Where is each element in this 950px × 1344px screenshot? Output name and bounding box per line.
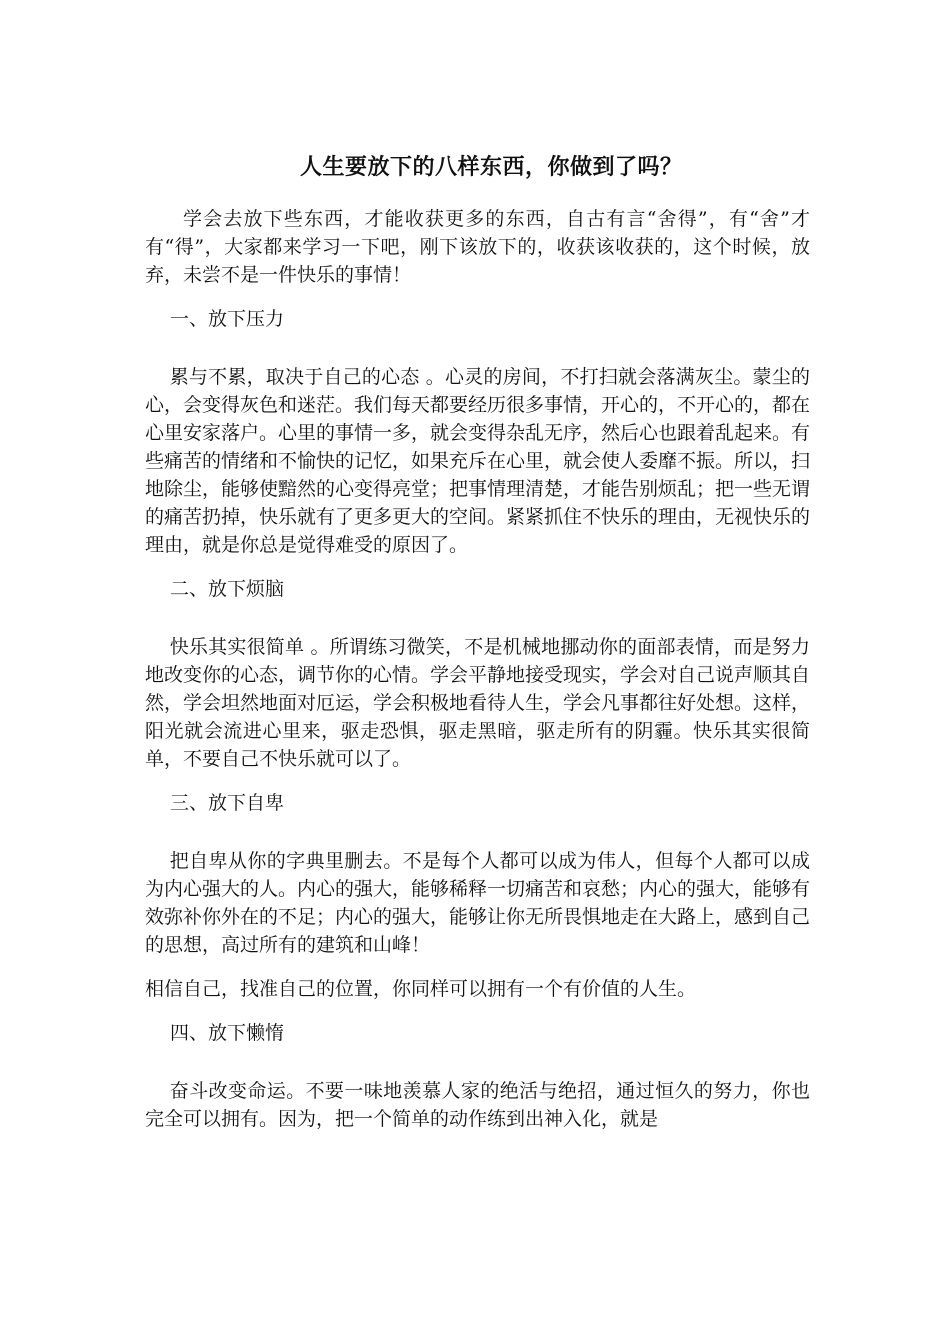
section-3-paragraph-1: 把自卑从你的字典里删去。不是每个人都可以成为伟人，但每个人都可以成为内心强大的人。内心的强大，能够稀释一切痛苦和哀愁；内心的强大，能够有效弥补你外在的不足；内心的强大，能够让你无所畏惧地走在大路上，感到自己的思想，高过所有的建筑和山峰！ <box>145 850 811 956</box>
section-heading-4: 四、放下懒惰 <box>170 1022 285 1044</box>
document-body <box>145 205 810 1149</box>
section-1-paragraph-1: 累与不累，取决于自己的心态 。心灵的房间，不打扫就会落满灰尘。蒙尘的心，会变得灰色和迷茫。我们每天都要经历很多事情，开心的，不开心的，都在心里安家落户。心里的事情一多，就会变得杂乱无序，然后心也跟着乱起来。有些痛苦的情绪和不愉快的记忆，如果充斥在心里，就会使人委靡不振。所以，扫地除尘，能够使黯然的心变得亮堂；把事情理清楚，才能告别烦乱；把一些无谓的痛苦扔掉，快乐就有了更多更大的空间。紧紧抓住不快乐的理由，无视快乐的理由，就是你总是觉得难受的原因了。 <box>145 366 811 556</box>
section-3-paragraph-2: 相信自己，找准自己的位置，你同样可以拥有一个有价值的人生。 <box>145 978 697 1000</box>
section-4-paragraph-1: 奋斗改变命运。不要一味地羡慕人家的绝活与绝招，通过恒久的努力，你也完全可以拥有。因为，把一个简单的动作练到出神入化，就是 <box>145 1080 810 1130</box>
section-2-paragraph-1: 快乐其实很简单 。所谓练习微笑，不是机械地挪动你的面部表情，而是努力地改变你的心态，调节你的心情。学会平静地接受现实，学会对自己说声顺其自然，学会坦然地面对厄运，学会积极地看待人生，学会凡事都往好处想。这样，阳光就会流进心里来，驱走恐惧，驱走黑暗，驱走所有的阴霾。快乐其实很简单，不要自己不快乐就可以了。 <box>145 636 811 770</box>
section-heading-1: 一、放下压力 <box>170 308 285 330</box>
section-heading-3: 三、放下自卑 <box>170 792 285 814</box>
document-title: 人生要放下的八样东西，你做到了吗？ <box>300 154 683 180</box>
section-heading-2: 二、放下烦脑 <box>170 578 285 600</box>
intro-paragraph: 学会去放下些东西，才能收获更多的东西，自古有言“舍得”，有“舍”才有“得”，大家都来学习一下吧，刚下该放下的，收获该收获的，这个时候，放弃，未尝不是一件快乐的事情！ <box>145 208 810 286</box>
